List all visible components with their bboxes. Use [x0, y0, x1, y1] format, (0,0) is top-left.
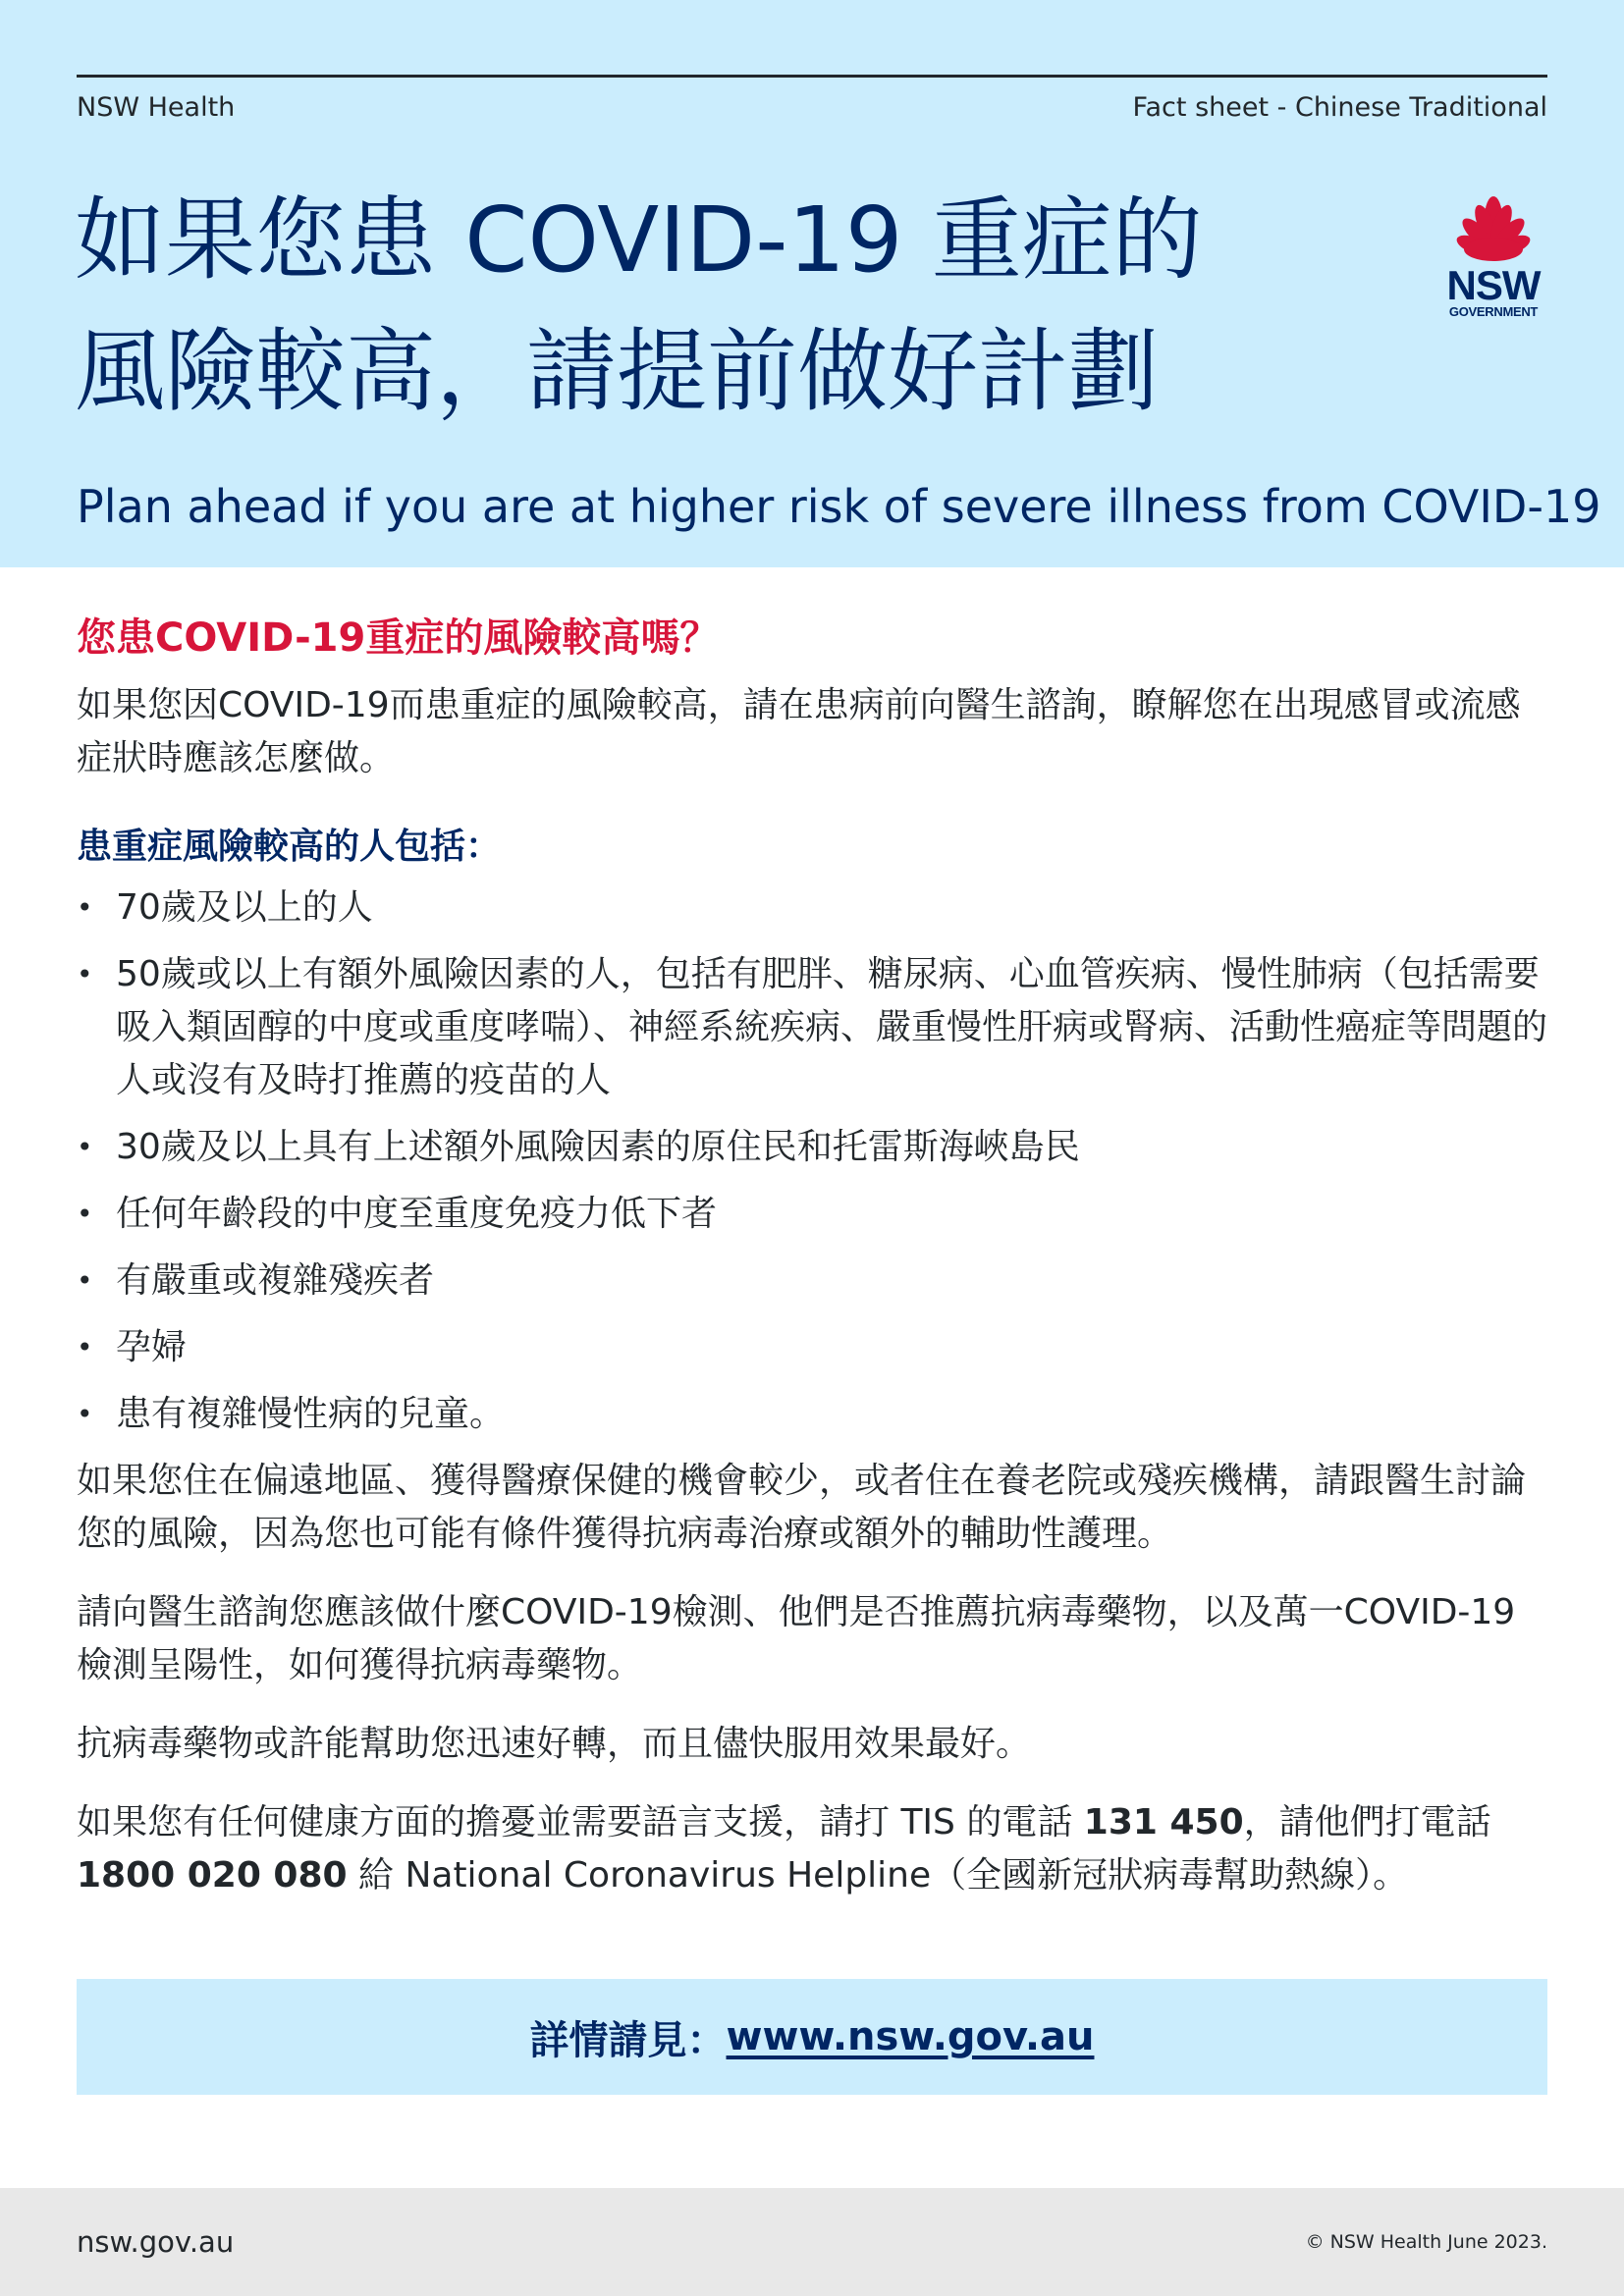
title-line-1: 如果您患 COVID-19 重症的	[75, 187, 1203, 293]
list-item: • 70歲及以上的人	[77, 881, 1547, 934]
tis-phone-number: 131 450	[1083, 1802, 1244, 1842]
help-text-2: ，請他們打電話	[1243, 1802, 1491, 1842]
footer-url: nsw.gov.au	[77, 2225, 235, 2259]
list-item: • 有嚴重或複雜殘疾者	[77, 1255, 1547, 1308]
more-info-box	[77, 1979, 1547, 2095]
list-item: • 30歲及以上具有上述額外風險因素的原住民和托雷斯海峽島民	[77, 1121, 1547, 1174]
page-title	[75, 175, 1351, 438]
logo-wordmark: NSW	[1446, 262, 1541, 308]
main-content	[77, 609, 1547, 1902]
testing-paragraph: 請向醫生諮詢您應該做什麼COVID-19檢測、他們是否推薦抗病毒藥物，以及萬一COVID-19檢測呈陽性，如何獲得抗病毒藥物。	[77, 1592, 1516, 1685]
list-item: • 任何年齡段的中度至重度免疫力低下者	[77, 1188, 1547, 1241]
nsw-government-logo	[1435, 194, 1551, 324]
remote-paragraph: 如果您住在偏遠地區、獲得醫療保健的機會較少，或者住在養老院或殘疾機構，請跟醫生討論您的風險，因為您也可能有條件獲得抗病毒治療或額外的輔助性護理。	[77, 1461, 1527, 1554]
org-name: NSW Health	[77, 92, 236, 123]
help-text-3: 給 National Coronavirus Helpline（全國新冠狀病毒幫助熱線）。	[347, 1855, 1409, 1896]
help-text-1: 如果您有任何健康方面的擔憂並需要語言支援，請打 TIS 的電話	[77, 1802, 1084, 1842]
more-info-link[interactable]: www.nsw.gov.au	[726, 2014, 1095, 2059]
help-paragraph	[77, 1796, 1547, 1902]
header-band	[0, 0, 1624, 567]
question-heading: 您患COVID-19重症的風險較高嗎？	[77, 615, 720, 661]
intro-paragraph: 如果您因COVID-19而患重症的風險較高，請在患病前向醫生諮詢，瞭解您在出現感冒或流感症狀時應該怎麼做。	[77, 685, 1521, 778]
title-line-2: 風險較高，請提前做好計劃	[75, 319, 1160, 424]
page-subtitle: Plan ahead if you are at higher risk of severe illness from COVID-19	[77, 480, 1601, 533]
top-rule	[77, 75, 1547, 78]
sheet-type: Fact sheet - Chinese Traditional	[1132, 92, 1547, 123]
logo-subtext: GOVERNMENT	[1448, 304, 1539, 319]
risk-list	[77, 881, 1547, 1441]
footer-copyright: © NSW Health June 2023.	[1305, 2231, 1547, 2253]
footer	[0, 2188, 1624, 2296]
antiviral-paragraph: 抗病毒藥物或許能幫助您迅速好轉，而且儘快服用效果最好。	[77, 1724, 1032, 1764]
list-item: • 孕婦	[77, 1321, 1547, 1374]
waratah-flower-icon	[1435, 194, 1551, 265]
list-item: • 患有複雜慢性病的兒童。	[77, 1388, 1547, 1441]
helpline-phone-number: 1800 020 080	[77, 1855, 348, 1896]
more-info-label: 詳情請見：	[529, 2017, 727, 2063]
risk-heading: 患重症風險較高的人包括：	[77, 827, 502, 867]
list-item: • 50歲或以上有額外風險因素的人，包括有肥胖、糖尿病、心血管疾病、慢性肺病（包括需要吸入類固醇的中度或重度哮喘）、神經系統疾病、嚴重慢性肝病或腎病、活動性癌症等問題的人或沒有及時打推薦的疫苗的人	[77, 948, 1547, 1107]
